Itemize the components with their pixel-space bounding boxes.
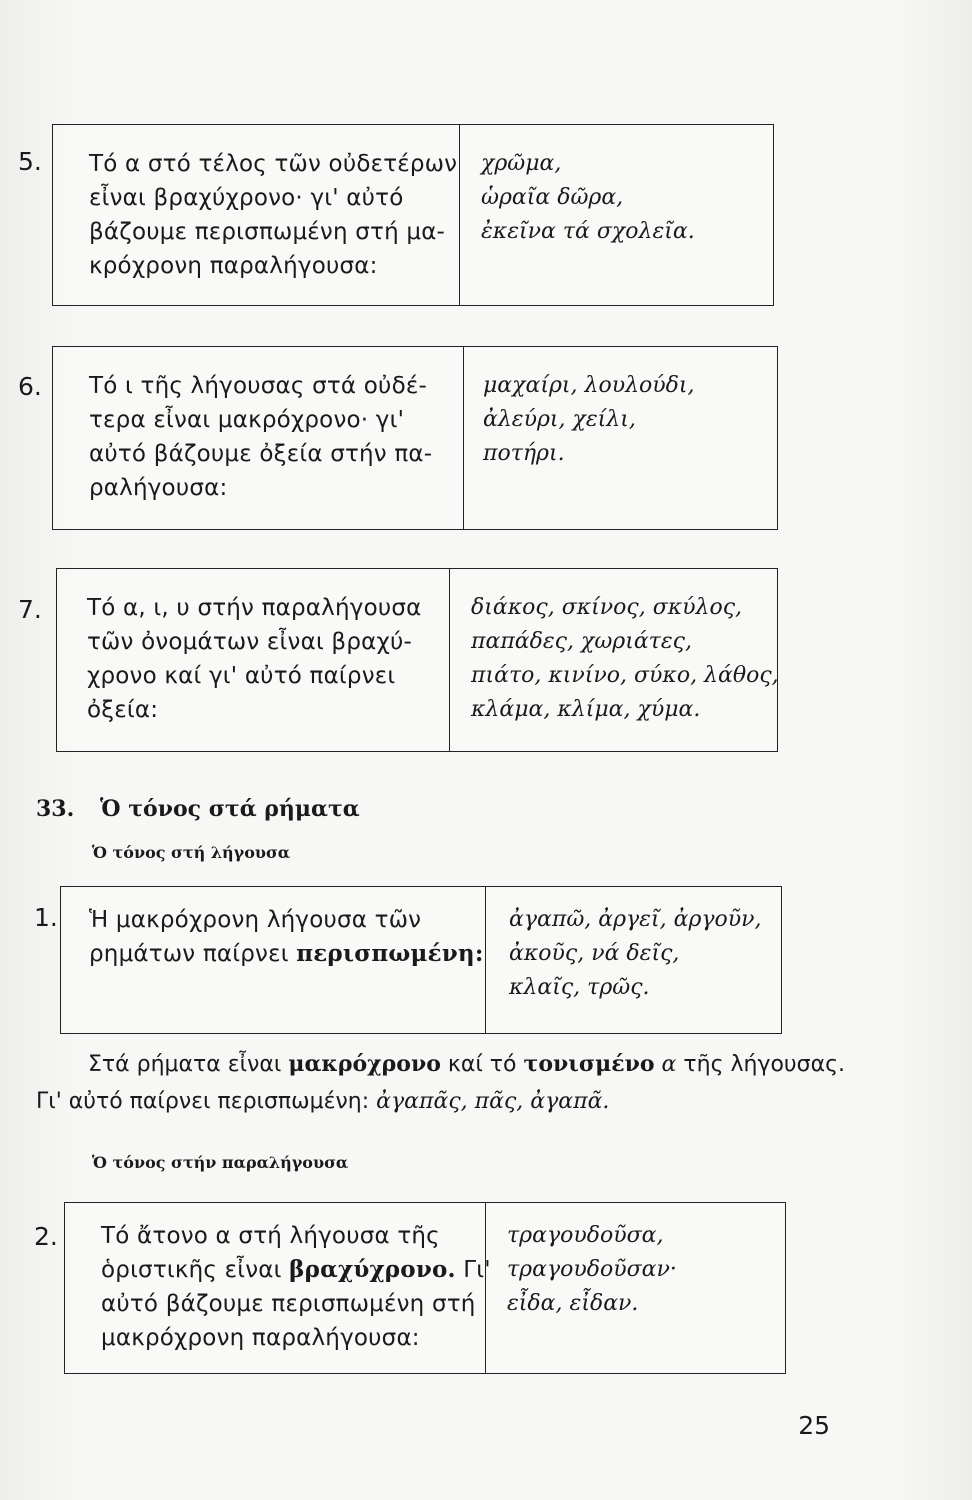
rule-text-segment: Γι' xyxy=(455,1257,491,1283)
rule-number: 1. xyxy=(34,903,58,932)
rule-number: 5. xyxy=(18,147,42,176)
rule-text-line: ραλήγουσα: xyxy=(89,475,228,501)
rule-examples xyxy=(509,903,762,1005)
rule-text-line: χρονο καί γι' αὐτό παίρνει xyxy=(87,663,396,689)
column-divider xyxy=(449,569,450,751)
rule-text xyxy=(89,903,484,971)
verb-rule-box-2 xyxy=(64,1202,786,1374)
example-line: παπάδες, χωριάτες, xyxy=(471,629,692,654)
rule-text-line: τερα εἶναι μακρόχρονο· γι' xyxy=(89,407,405,433)
example-line: ὡραῖα δῶρα, xyxy=(481,185,624,210)
bold-term: περισπωμένη: xyxy=(296,940,484,967)
rule-text-line: εἶναι βραχύχρονο· γι' αὐτό xyxy=(89,185,404,211)
rule-number: 2. xyxy=(34,1222,58,1251)
rule-text-line: Ἡ μακρόχρονη λήγουσα τῶν xyxy=(89,907,422,933)
rule-box-6 xyxy=(52,346,778,530)
example-line: ἀκοῦς, νά δεῖς, xyxy=(509,941,680,966)
example-line: ἐκεῖνα τά σχολεῖα. xyxy=(481,219,695,244)
rule-text-line: Τό α στό τέλος τῶν οὐδετέρων xyxy=(89,151,458,177)
rule-text-line: αὐτό βάζουμε περισπωμένη στή xyxy=(101,1291,476,1317)
para-segment: Γι' αὐτό παίρνει περισπωμένη: xyxy=(36,1089,377,1114)
rule-text-line: τῶν ὀνομάτων εἶναι βραχύ- xyxy=(87,629,412,655)
rule-text xyxy=(87,591,422,727)
rule-text-line xyxy=(89,937,484,971)
rule-text-line: Τό ι τῆς λήγουσας στά οὐδέ- xyxy=(89,373,427,399)
rule-text-line: Τό ἄτονο α στή λήγουσα τῆς xyxy=(101,1223,440,1249)
rule-examples xyxy=(507,1219,677,1321)
para-segment: τῆς λήγουσας. xyxy=(676,1052,846,1077)
rule-text-segment: ρημάτων παίρνει xyxy=(89,941,297,967)
example-line: μαχαίρι, λουλούδι, xyxy=(483,373,695,398)
section-number: 33. xyxy=(36,796,75,822)
paragraph-line-1 xyxy=(88,1046,845,1083)
example-line: κλάμα, κλίμα, χύμα. xyxy=(471,697,701,722)
rule-examples xyxy=(483,369,695,471)
rule-examples xyxy=(481,147,695,249)
column-divider xyxy=(485,887,486,1033)
verb-rule-box-1 xyxy=(60,886,782,1034)
rule-text-line: Τό α, ι, υ στήν παραλήγουσα xyxy=(87,595,422,621)
subsection-heading: Ὁ τόνος στή λήγουσα xyxy=(92,843,291,862)
example-line: κλαῖς, τρῶς. xyxy=(509,975,650,1000)
rule-number: 6. xyxy=(18,372,42,401)
para-segment: καί τό xyxy=(440,1052,524,1077)
example-line: χρῶμα, xyxy=(481,151,562,176)
bold-term: τονισμένο xyxy=(523,1051,655,1077)
bold-term: μακρόχρονο xyxy=(288,1051,441,1077)
example-line: ποτήρι. xyxy=(483,441,565,466)
example-line: πιάτο, κινίνο, σύκο, λάθος, xyxy=(471,663,779,688)
subsection-heading: Ὁ τόνος στήν παραλήγουσα xyxy=(92,1153,349,1172)
rule-examples xyxy=(471,591,779,727)
example-line: ἀλεύρι, χείλι, xyxy=(483,407,636,432)
rule-text-segment: ὁριστικῆς εἶναι xyxy=(101,1257,290,1283)
example-line: εἶδα, εἶδαν. xyxy=(507,1291,639,1316)
bold-term: βραχύχρονο. xyxy=(289,1256,456,1283)
page-number: 25 xyxy=(798,1411,830,1440)
example-line: ἀγαπῶ, ἀργεῖ, ἀργοῦν, xyxy=(509,907,762,932)
section-title: Ὁ τόνος στά ρήματα xyxy=(100,796,360,822)
rule-text-line: αὐτό βάζουμε ὀξεία στήν πα- xyxy=(89,441,433,467)
italic-examples: ἀγαπᾶς, πᾶς, ἀγαπᾶ. xyxy=(376,1089,610,1114)
italic-letter: α xyxy=(654,1052,677,1077)
rule-text-line: ὀξεία: xyxy=(87,697,159,723)
rule-text-line: κρόχρονη παραλήγουσα: xyxy=(89,253,378,279)
rule-box-7 xyxy=(56,568,778,752)
rule-text-line xyxy=(101,1253,491,1287)
example-line: τραγουδοῦσα, xyxy=(507,1223,664,1248)
rule-text xyxy=(89,147,457,283)
rule-number: 7. xyxy=(18,595,42,624)
paragraph-line-2 xyxy=(36,1084,609,1120)
rule-text-line: μακρόχρονη παραλήγουσα: xyxy=(101,1325,420,1351)
para-segment: Στά ρήματα εἶναι xyxy=(88,1052,289,1077)
rule-text xyxy=(89,369,432,505)
rule-box-5 xyxy=(52,124,774,306)
rule-text xyxy=(101,1219,491,1355)
example-line: τραγουδοῦσαν· xyxy=(507,1257,677,1282)
example-line: διάκος, σκίνος, σκύλος, xyxy=(471,595,743,620)
column-divider xyxy=(463,347,464,529)
rule-text-line: βάζουμε περισπωμένη στή μα- xyxy=(89,219,446,245)
column-divider xyxy=(459,125,460,305)
